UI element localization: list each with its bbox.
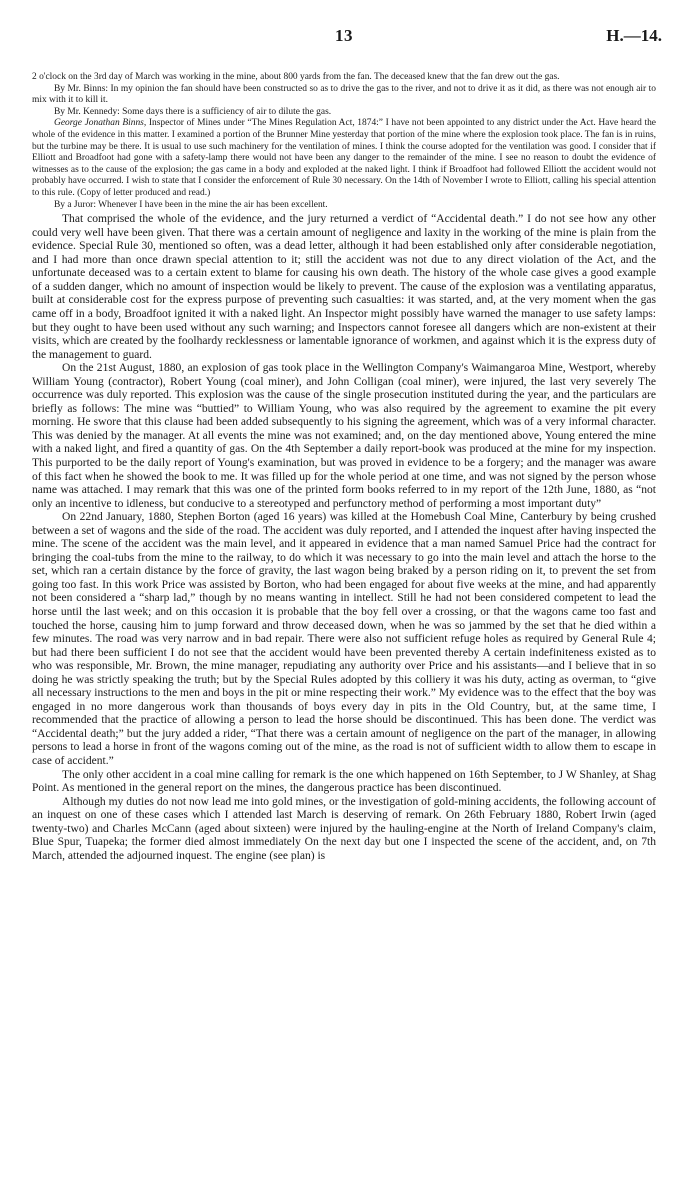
body-paragraph-5: Although my duties do not now lead me into gold mines, or the investigation of gold-mining accidents, the following account of an inquest on one of these cases which I attended last March is deserving of remark. On 26th February 1880, Robert Irwin (aged twenty-two) and Charles McCann (aged about sixteen) were injured by the hauling-engine at the North of Ireland Company's claim, Blue Spur, Tuapeka; the former died almost immediately On the next day but one I inspected the scene of the accident, and, on 7th March, attended the adjourned inquest. The engine (see plan) is xyxy=(32,795,656,862)
document-reference: H.—14. xyxy=(606,26,662,45)
page-header xyxy=(32,26,662,62)
evidence-paragraph-4 xyxy=(32,118,656,199)
body-paragraph-2: On the 21st August, 1880, an explosion of gas took place in the Wellington Company's Waimangaroa Mine, Westport, whereby William Young (contractor), Robert Young (coal miner), and John Colligan (coal miner), were injured, the last very severely The occurrence was duly reported. This explosion was the cause of the single prosecution instituted during the year, and the particulars are briefly as follows: The mine was “buttied” to William Young, who was also required by the agreement to examine the pit every morning. He swore that this clause had been added subsequently to his signing the agreement, which was of a very informal character. This was denied by the manager. At all events the mine was not examined; and, on the day mentioned above, Young entered the mine with a naked light, and fired a quantity of gas. On the 4th September a daily report-book was produced at the mine for my inspection. This purported to be the daily report of Young's examination, but was proved in evidence to be a forgery; and the manager was aware of this fact when he showed the book to me. It was filled up for the whole period at one time, and was not signed by the person whose name was attached. I may remark that this was one of the printed form books referred to in my report of the 12th June, 1880, as “not only an incentive to idleness, but conducive to a stereotyped and perfunctory method of performing a most important duty” xyxy=(32,362,656,510)
evidence-paragraph-1: 2 o'clock on the 3rd day of March was working in the mine, about 800 yards from the fan. The deceased knew that the fan drew out the gas. xyxy=(32,72,560,82)
page-number: 13 xyxy=(335,26,353,45)
witness-name: George Jonathan Binns, xyxy=(54,118,147,129)
witness-testimony: Inspector of Mines under “The Mines Regulation Act, 1874:” I have not been appointed to any district under the Act. Have heard the whole of the evidence in this matter. I examined a portion of the Brunner Mine yesterday that portion of the mine where the explosion took place. The fan is in ruins, but the turbine may be there. It is usual to use such machinery for the ventilation of mines. I think the course adopted for the ventilation was good. I consider that if Elliott and Broadfoot had gone with a safety-lamp there would not have been any danger to the remainder of the mine. I see no reason to doubt the evidence of witnesses as to the cause of the explosion; the gas came in a body and exploded at the naked light. I think if Broadfoot had followed Elliott the accident would not probably have occurred. I wish to state that I consider the enforcement of Rule 30 necessary. On the 14th of November I wrote to Elliott, calling his special attention to this rule. (Copy of letter produced and read.) xyxy=(32,118,656,198)
evidence-paragraph-5: By a Juror: Whenever I have been in the mine the air has been excellent. xyxy=(54,199,328,210)
body-paragraph-3: On 22nd January, 1880, Stephen Borton (aged 16 years) was killed at the Homebush Coal Mine, Canterbury by being crushed between a set of wagons and the side of the road. The accident was duly reported, and I attended the inquest after having inspected the mine. The scene of the accident was the main level, and it appeared in evidence that a man named Samuel Price had the contract for bringing the coal-tubs from the mine to the railway, to do which it was necessary to go into the main level and attach the horse to the set, which ran a certain distance by the force of gravity, the last wagon being braked by a person riding on it, to prevent the set from going too fast. In this work Price was assisted by Borton, who had been engaged for about five weeks at the mine, and had apparently not been considered a “sharp lad,” though by no means wanting in intellect. Still he had not been considered competent to lead the horse until the last week; and on this occasion it is probable that the boy fell over a crossing, or that the wagons came too fast and touched the horse, causing him to jump forward and throw deceased down, when he was so jammed by the set that he died within a few minutes. The road was very narrow and in bad repair. There were also not sufficient refuge holes as required by General Rule 4; but had there been sufficient I do not see that the accident would have been prevented thereby A certain indefiniteness existed as to who was responsible, Mr. Brown, the mine manager, repudiating any authority over Price and his assistants—and I believe that in so doing he was strictly speaking the truth; but by the Special Rules adopted by this colliery it was his duty, acting as overman, to “give all necessary instructions to the men and boys in the pit or mine respecting their work.” My evidence was to the effect that the boy was engaged in no more dangerous work than thousands of boys every day in pits in the Old Country, but, at the same time, I recommended that the practice of allowing a person to lead the horse should be discontinued. This has been done. The verdict was “Accidental death;” but the jury added a rider, “That there was a certain amount of negligence on the part of the manager, in allowing persons to lead a horse in front of the wagons coming out of the mine, as the road is not of sufficient width to allow them to escape in case of accident.” xyxy=(32,511,656,767)
evidence-paragraph-2: By Mr. Binns: In my opinion the fan should have been constructed so as to drive the gas to the river, and not to drive it as it did, as there was not enough air to mix with it to kill it. xyxy=(32,83,656,106)
evidence-paragraph-3: By Mr. Kennedy: Some days there is a sufficiency of air to dilute the gas. xyxy=(54,106,332,117)
body-paragraph-4: The only other accident in a coal mine calling for remark is the one which happened on 16th September, to J W Shanley, at Shag Point. As mentioned in the general report on the mines, the dangerous practice has been discontinued. xyxy=(32,768,656,795)
body-paragraph-1: That comprised the whole of the evidence, and the jury returned a verdict of “Accidental death.” I do not see how any other could very well have been given. That there was a certain amount of negligence and laxity in the working of the mine is plain from the evidence. Special Rule 30, mentioned so often, was a dead letter, although it had been established only after considerable negotiation, and I had more than once drawn special attention to it; still the accident was not due to any direct violation of the Act, and the unfortunate deceased was to a certain extent to blame for causing his own death. The history of the whole case gives a good example of a sudden danger, which no amount of inspection would be likely to prevent. The cause of the explosion was a ventilating apparatus, built at considerable cost for the express purpose of preventing such casualties: it was started, and, at the very moment when the gas came off in a body, Broadfoot ignited it with a naked light. An Inspector might possibly have warned the manager to use safety lamps: but they ought to have been used without any such warning; and Inspectors cannot foresee all dangers which are non-existent at their visits, which are created by the foolhardy recklessness or lamentable ignorance of workmen, and against which it is the express duty of the management to guard. xyxy=(32,213,656,361)
